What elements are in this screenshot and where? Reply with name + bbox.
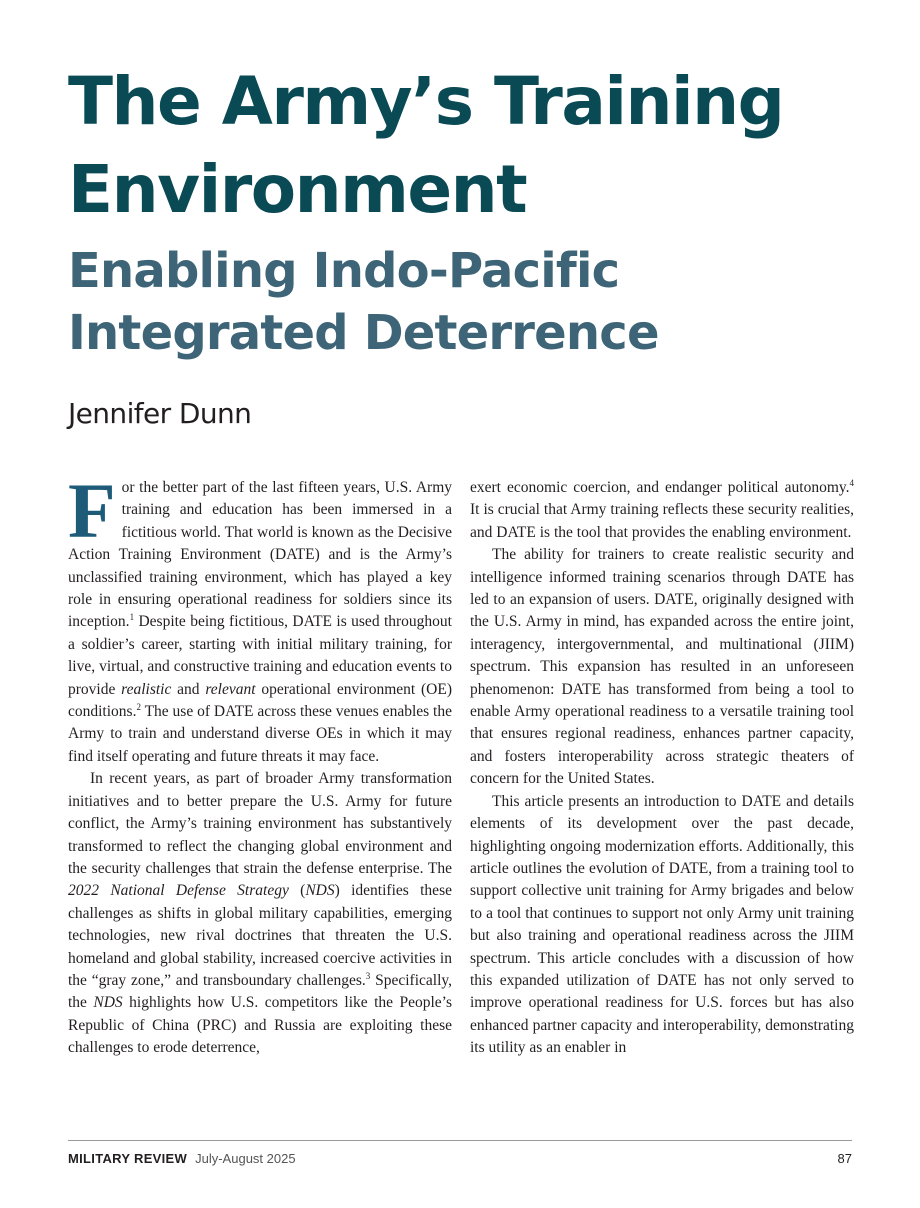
drop-cap: F — [68, 467, 116, 554]
paragraph-recent-years: In recent years, as part of broader Army transformation initiatives and to better prepare the U.S. Army for future conflict, the Army’s training environment has substantively transformed to reflect the changing global environment and the security challenges that strain the defense enterprise. The 2022 National Defense Strategy (NDS) identifies these challenges as shifts in global military capabilities, emerging technologies, new rival doctrines that threaten the U.S. homeland and global stability, increased coercive activities in the “gray zone,” and transboundary challenges.$^3$ Specifically, the NDS highlights how U.S. competitors like the People’s Republic of China (PRC) and Russia are exploiting these challenges to erode deterrence, — [68, 770, 452, 1057]
paragraph-trainers: The ability for trainers to create realistic security and intelligence informed training scenarios through DATE has led to an expansion of users. DATE, originally designed with the U.S. Army in mind, has expanded across the entire joint, interagency, intergovernmental, and multinational (JIIM) spectrum. This expansion has resulted in an unforeseen phenomenon: DATE has transformed from being a tool to enable Army operational readiness to a versatile training tool that ensures regional readiness, enhances partner capacity, and fosters interoperability across strategic theaters of concern for the United States. — [470, 546, 854, 788]
footnote-ref-4: 4 — [849, 477, 854, 488]
paragraph-article-overview: This article presents an introduction to DATE and details elements of its development over the past decade, highlighting ongoing modernization efforts. Additionally, this article outlines the evolution of DATE, from a training tool to support collective unit training for Army brigades and below to a tool that continues to support not only Army unit training but also training and operational readiness across the JIIM spectrum. This article concludes with a discussion of how this expanded utilization of DATE has not only served to improve operational readiness for U.S. forces but has also enhanced partner capacity and interoperability, demonstrating its utility as an enabler in — [470, 792, 854, 1057]
footnote-ref-2: 2 — [136, 701, 141, 712]
footnote-ref-1: 1 — [129, 612, 135, 623]
paragraph-intro: For the better part of the last fifteen years, U.S. Army training and education has been immersed in a fictitious world. That world is known as the Decisive Action Training Environment (DATE) and is the Army’s unclassified training environment, which has played a key role in ensuring operational readiness for soldiers since its inception.$^1$ Despite being fictitious, DATE is used throughout a soldier’s career, starting with initial military training, for live, virtual, and constructive training and education events to provide realistic and relevant operational environment (OE) conditions.$^2$ The use of DATE across these venues enables the Army to train and understand diverse OEs in which it may find itself operating and future threats it may face. — [68, 467, 452, 765]
author-name: Jennifer Dunn — [68, 397, 252, 430]
article-subtitle: Enabling Indo-Pacific Integrated Deterrence — [68, 243, 659, 361]
footer-divider — [68, 1140, 852, 1141]
body-column-left — [68, 467, 452, 1060]
footnote-ref-3: 3 — [365, 970, 371, 981]
publication-name: MILITARY REVIEW — [68, 1151, 188, 1166]
page-number: 87 — [837, 1151, 852, 1166]
paragraph-continued: exert economic coercion, and endanger political autonomy.$^4$ It is crucial that Army training reflects these security realities, and DATE is the tool that provides the enabling environment. — [470, 477, 854, 541]
body-column-right — [470, 477, 854, 1060]
article-title: The Army’s Training Environment — [68, 63, 784, 228]
page-footer — [68, 1150, 852, 1168]
issue-date: July-August 2025 — [195, 1151, 296, 1166]
